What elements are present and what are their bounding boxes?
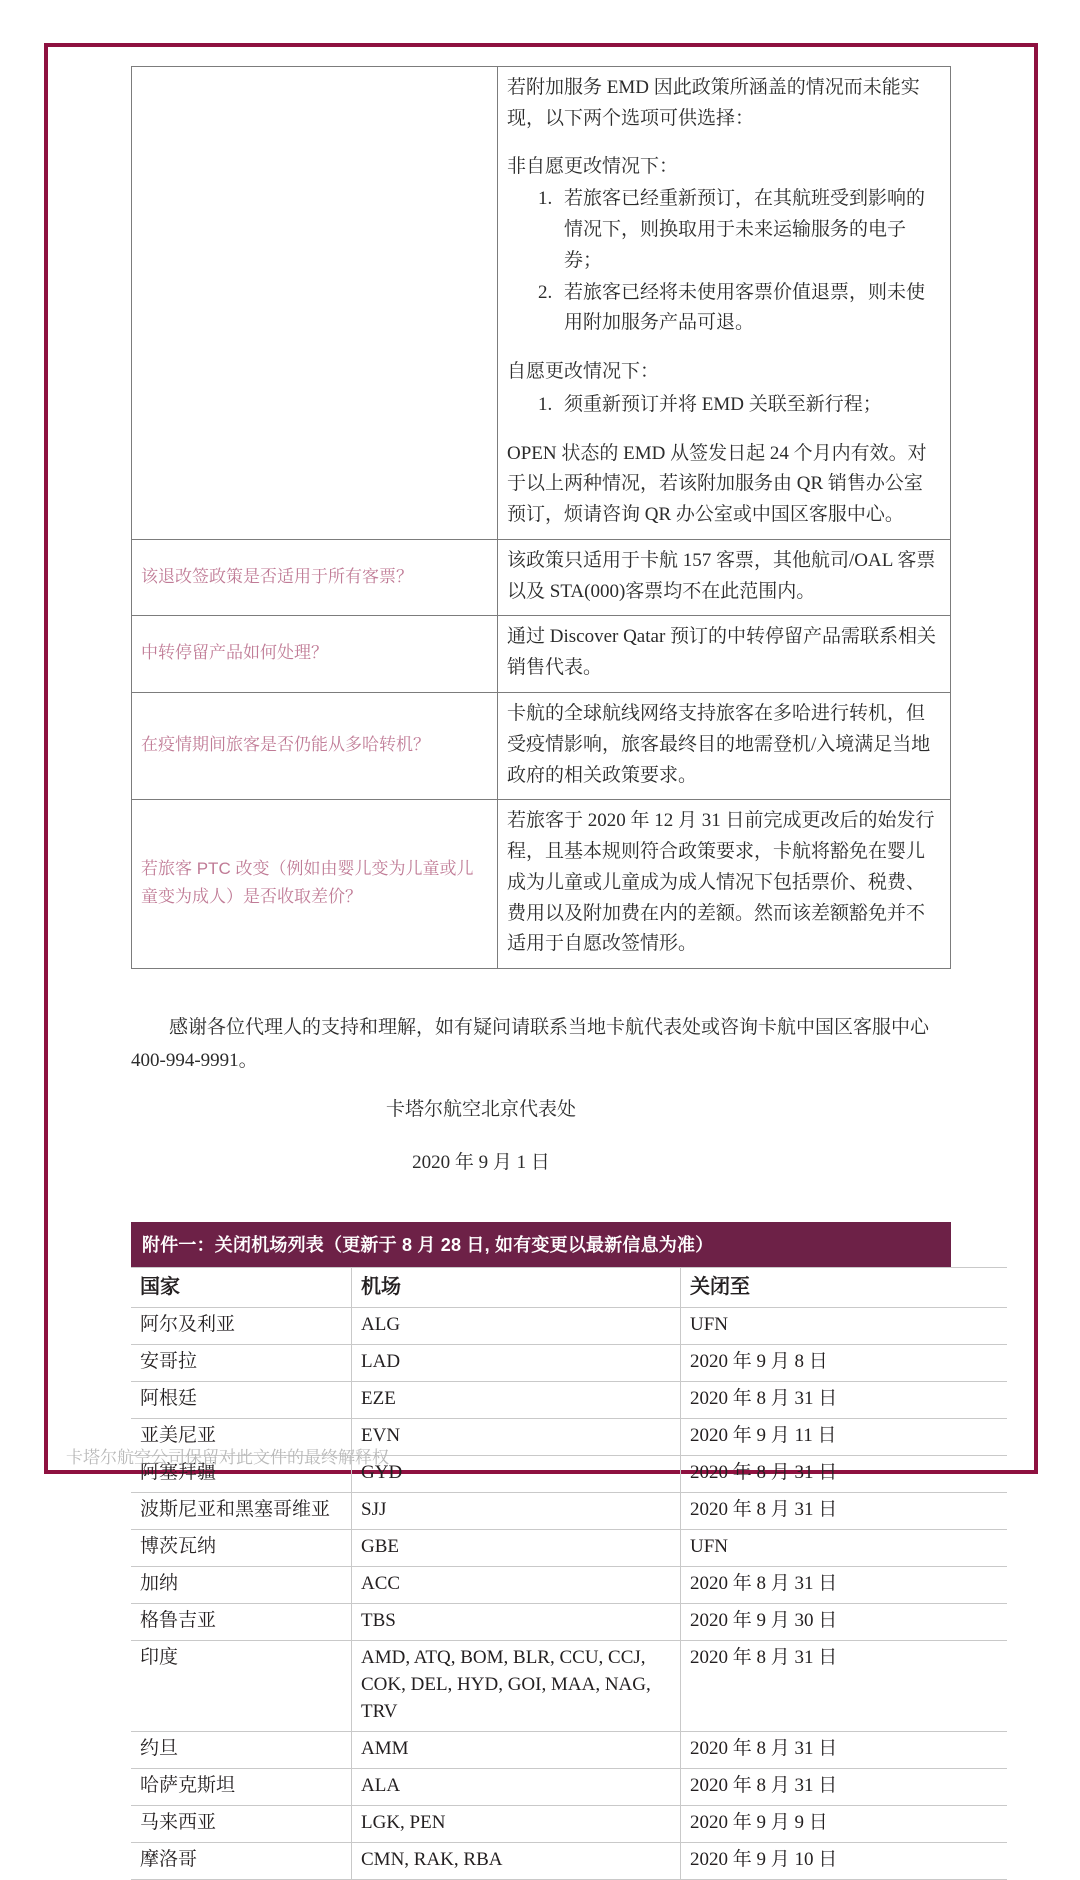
cell-country: 博茨瓦纳 — [131, 1529, 352, 1566]
cell-airport: LGK, PEN — [352, 1805, 681, 1842]
cell-country: 约旦 — [131, 1731, 352, 1768]
faq-row — [132, 616, 951, 693]
spacer — [507, 135, 941, 152]
table-row — [131, 1566, 1007, 1603]
cell-closed-until: 2020 年 8 月 31 日 — [681, 1492, 1008, 1529]
spacer — [507, 340, 941, 357]
faq-answer-list — [507, 184, 941, 339]
cell-closed-until: UFN — [681, 1529, 1008, 1566]
table-row — [131, 1603, 1007, 1640]
faq-answer-list — [507, 390, 941, 421]
faq-answer-paragraph: 非自愿更改情况下： — [507, 155, 679, 177]
faq-question-cell: 在疫情期间旅客是否仍能从多哈转机？ — [132, 693, 498, 800]
cell-closed-until: 2020 年 8 月 31 日 — [681, 1731, 1008, 1768]
faq-answer-cell — [498, 67, 951, 540]
table-row — [131, 1805, 1007, 1842]
cell-airport: SJJ — [352, 1492, 681, 1529]
cell-country: 哈萨克斯坦 — [131, 1768, 352, 1805]
cell-country: 印度 — [131, 1640, 352, 1731]
cell-airport: GYD — [352, 1455, 681, 1492]
faq-answer-cell: 该政策只适用于卡航 157 客票，其他航司/OAL 客票以及 STA(000)客票均不在此范围内。 — [498, 539, 951, 616]
cell-country: 阿塞拜疆 — [131, 1455, 352, 1492]
cell-airport: CMN, RAK, RBA — [352, 1842, 681, 1879]
faq-answer-paragraph: 若附加服务 EMD 因此政策所涵盖的情况而未能实现，以下两个选项可供选择： — [507, 77, 920, 129]
faq-question-cell — [132, 67, 498, 540]
faq-table — [131, 66, 951, 969]
column-header-closed-until: 关闭至 — [681, 1267, 1008, 1307]
cell-airport: ACC — [352, 1566, 681, 1603]
faq-row — [132, 693, 951, 800]
table-row — [131, 1492, 1007, 1529]
cell-airport: TBS — [352, 1603, 681, 1640]
closing-paragraph: 感谢各位代理人的支持和理解，如有疑问请联系当地卡航代表处或咨询卡航中国区客服中心 400-994-9991。 — [131, 1017, 930, 1072]
column-header-airport: 机场 — [352, 1267, 681, 1307]
faq-answer-cell: 卡航的全球航线网络支持旅客在多哈进行转机，但受疫情影响，旅客最终目的地需登机/入境满足当地政府的相关政策要求。 — [498, 693, 951, 800]
document-content — [131, 66, 951, 1880]
attachment-section — [131, 1222, 951, 1880]
cell-closed-until: 2020 年 9 月 11 日 — [681, 1418, 1008, 1455]
cell-airport: AMD, ATQ, BOM, BLR, CCU, CCJ, COK, DEL, HYD, GOI, MAA, NAG, TRV — [352, 1640, 681, 1731]
table-header-row — [131, 1267, 1007, 1307]
cell-closed-until: 2020 年 8 月 31 日 — [681, 1455, 1008, 1492]
faq-row — [132, 800, 951, 969]
closed-airports-table-head — [131, 1267, 1007, 1307]
cell-airport: ALA — [352, 1768, 681, 1805]
faq-question-cell: 若旅客 PTC 改变（例如由婴儿变为儿童或儿童变为成人）是否收取差价？ — [132, 800, 498, 969]
cell-country: 摩洛哥 — [131, 1842, 352, 1879]
faq-question-cell: 该退改签政策是否适用于所有客票？ — [132, 539, 498, 616]
list-item: 1. 若旅客已经重新预订，在其航班受到影响的情况下，则换取用于未来运输服务的电子券； — [557, 184, 941, 276]
cell-country: 加纳 — [131, 1566, 352, 1603]
cell-closed-until: 2020 年 8 月 31 日 — [681, 1768, 1008, 1805]
faq-row — [132, 539, 951, 616]
cell-closed-until: 2020 年 9 月 9 日 — [681, 1805, 1008, 1842]
faq-question-cell: 中转停留产品如何处理？ — [132, 616, 498, 693]
table-row — [131, 1308, 1007, 1345]
table-row — [131, 1640, 1007, 1731]
cell-closed-until: 2020 年 9 月 30 日 — [681, 1603, 1008, 1640]
column-header-country: 国家 — [131, 1267, 352, 1307]
cell-country: 阿根廷 — [131, 1381, 352, 1418]
table-row — [131, 1731, 1007, 1768]
cell-airport: EZE — [352, 1381, 681, 1418]
table-row — [131, 1345, 1007, 1382]
list-item: 2. 若旅客已经将未使用客票价值退票，则未使用附加服务产品可退。 — [557, 278, 941, 340]
footer-disclaimer: 卡塔尔航空公司保留对此文件的最终解释权 — [66, 1448, 389, 1467]
cell-country: 安哥拉 — [131, 1345, 352, 1382]
cell-country: 亚美尼亚 — [131, 1418, 352, 1455]
cell-closed-until: 2020 年 8 月 31 日 — [681, 1381, 1008, 1418]
cell-closed-until: 2020 年 8 月 31 日 — [681, 1566, 1008, 1603]
table-row — [131, 1529, 1007, 1566]
faq-table-body — [132, 67, 951, 969]
attachment-title-bar: 附件一：关闭机场列表（更新于 8 月 28 日, 如有变更以最新信息为准） — [131, 1222, 951, 1267]
table-row — [131, 1381, 1007, 1418]
faq-answer-paragraph: OPEN 状态的 EMD 从签发日起 24 个月内有效。对于以上两种情况，若该附加服务由 QR 销售办公室预订，烦请咨询 QR 办公室或中国区客服中心。 — [507, 442, 927, 526]
cell-airport: GBE — [352, 1529, 681, 1566]
faq-row — [132, 67, 951, 540]
faq-answer-cell: 若旅客于 2020 年 12 月 31 日前完成更改后的始发行程，且基本规则符合政策要求，卡航将豁免在婴儿成为儿童或儿童成为成人情况下包括票价、税费、费用以及附加费在内的差额。然而该差额豁免并不适用于自愿改签情形。 — [498, 800, 951, 969]
cell-airport: AMM — [352, 1731, 681, 1768]
cell-closed-until: 2020 年 8 月 31 日 — [681, 1640, 1008, 1731]
spacer — [507, 422, 941, 439]
cell-country: 格鲁吉亚 — [131, 1603, 352, 1640]
cell-country: 阿尔及利亚 — [131, 1308, 352, 1345]
faq-answer-paragraph: 自愿更改情况下： — [507, 361, 660, 383]
cell-airport: LAD — [352, 1345, 681, 1382]
table-row — [131, 1842, 1007, 1879]
cell-closed-until: 2020 年 9 月 8 日 — [681, 1345, 1008, 1382]
closed-airports-table — [131, 1267, 1007, 1880]
cell-airport: EVN — [352, 1418, 681, 1455]
cell-country: 波斯尼亚和黑塞哥维亚 — [131, 1492, 352, 1529]
cell-airport: ALG — [352, 1308, 681, 1345]
signature-office: 卡塔尔航空北京代表处 — [385, 1098, 576, 1120]
cell-closed-until: UFN — [681, 1308, 1008, 1345]
faq-answer-cell: 通过 Discover Qatar 预订的中转停留产品需联系相关销售代表。 — [498, 616, 951, 693]
table-row — [131, 1768, 1007, 1805]
signature-date: 2020 年 9 月 1 日 — [412, 1151, 550, 1173]
cell-country: 马来西亚 — [131, 1805, 352, 1842]
closed-airports-table-body — [131, 1308, 1007, 1880]
list-item: 1. 须重新预订并将 EMD 关联至新行程； — [557, 390, 941, 421]
cell-closed-until: 2020 年 9 月 10 日 — [681, 1842, 1008, 1879]
